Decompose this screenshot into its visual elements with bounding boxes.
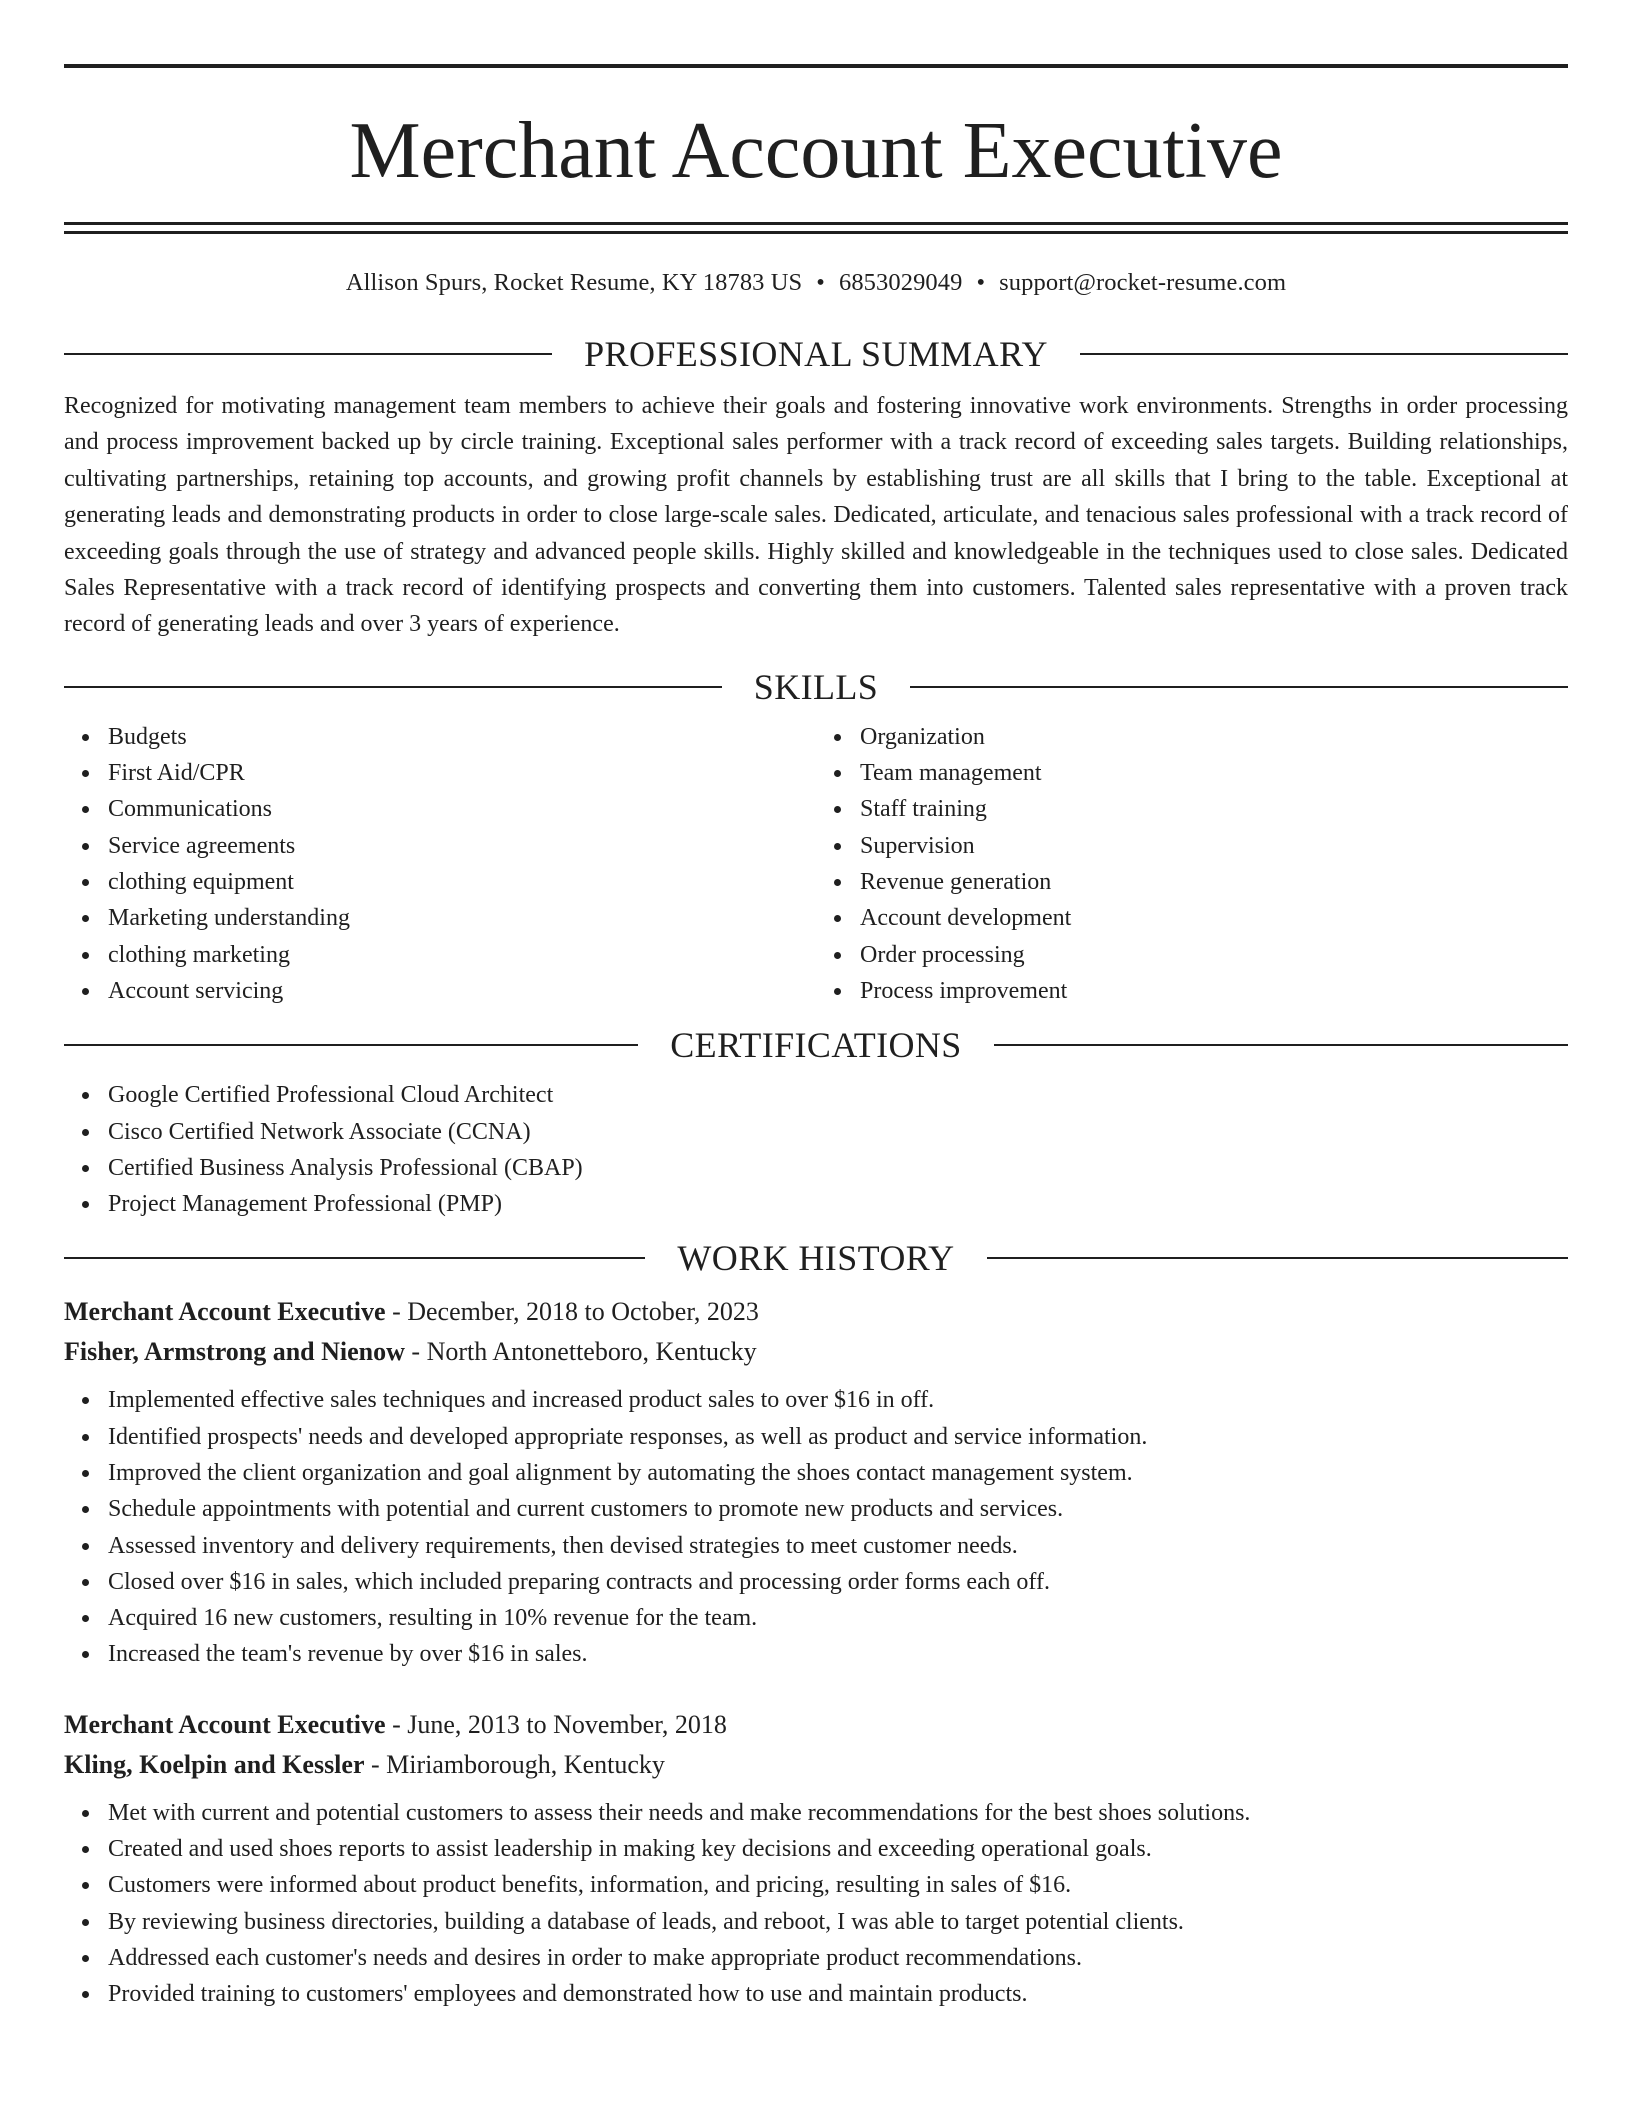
job-location: - Miriamborough, Kentucky — [364, 1749, 665, 1779]
job-bullet: Customers were informed about product benefits, information, and pricing, resulting in sales of $16. — [108, 1867, 1568, 1903]
job-role: Merchant Account Executive — [64, 1709, 386, 1739]
skill-item: Organization — [860, 719, 1568, 755]
skill-item: Supervision — [860, 828, 1568, 864]
job-bullet: Created and used shoes reports to assist leadership in making key decisions and exceeding operational goals. — [108, 1831, 1568, 1867]
top-rule — [64, 64, 1568, 68]
section-heading-summary — [64, 334, 1568, 374]
job-role-line — [64, 1705, 1568, 1745]
contact-line — [64, 268, 1568, 298]
job-role: Merchant Account Executive — [64, 1297, 386, 1327]
section-title: PROFESSIONAL SUMMARY — [584, 334, 1048, 374]
certification-item: Cisco Certified Network Associate (CCNA) — [108, 1114, 1568, 1150]
job-bullet: By reviewing business directories, building a database of leads, and reboot, I was able to target potential clients. — [108, 1904, 1568, 1940]
job-bullet: Increased the team's revenue by over $16 in sales. — [108, 1636, 1568, 1672]
skill-item: Service agreements — [108, 828, 816, 864]
contact-separator: • — [976, 269, 986, 296]
skill-item: Account servicing — [108, 973, 816, 1009]
job-company: Fisher, Armstrong and Nienow — [64, 1337, 405, 1367]
skill-item: Staff training — [860, 791, 1568, 827]
skills-column-left — [64, 719, 816, 1009]
skill-item: Marketing understanding — [108, 900, 816, 936]
contact-separator: • — [816, 269, 825, 296]
job-bullet: Met with current and potential customers to assess their needs and make recommendations for the best shoes solutions. — [108, 1795, 1568, 1831]
heading-rule — [64, 686, 722, 688]
job-bullet: Schedule appointments with potential and current customers to promote new products and services. — [108, 1491, 1568, 1527]
section-heading-work-history — [64, 1238, 1568, 1278]
certification-item: Certified Business Analysis Professional (CBAP) — [108, 1150, 1568, 1186]
heading-rule — [994, 1044, 1568, 1046]
job-entry — [64, 1705, 1568, 2013]
job-company: Kling, Koelpin and Kessler — [64, 1749, 365, 1779]
heading-rule — [987, 1257, 1568, 1259]
job-bullet: Provided training to customers' employees and demonstrated how to use and maintain products. — [108, 1976, 1568, 2012]
certification-item: Project Management Professional (PMP) — [108, 1186, 1568, 1222]
skill-item: Order processing — [860, 937, 1568, 973]
section-title: CERTIFICATIONS — [670, 1025, 962, 1066]
heading-rule — [64, 1044, 638, 1046]
certification-item: Google Certified Professional Cloud Architect — [108, 1077, 1568, 1113]
skill-item: Revenue generation — [860, 864, 1568, 900]
job-location: - North Antonetteboro, Kentucky — [404, 1337, 757, 1367]
job-role-line — [64, 1292, 1568, 1332]
skill-item: clothing equipment — [108, 864, 816, 900]
skills-column-right — [816, 719, 1568, 1009]
job-entry — [64, 1292, 1568, 1672]
resume-content — [64, 64, 1568, 2013]
skill-item: Budgets — [108, 719, 816, 755]
job-bullet: Implemented effective sales techniques and increased product sales to over $16 in off. — [108, 1382, 1568, 1418]
job-company-line — [64, 1745, 1568, 1785]
skill-item: Process improvement — [860, 973, 1568, 1009]
contact-phone: 6853029049 — [838, 269, 963, 296]
title-double-rule — [64, 222, 1568, 234]
heading-rule — [64, 1257, 645, 1259]
skill-item: Account development — [860, 900, 1568, 936]
section-title: WORK HISTORY — [677, 1238, 955, 1279]
skills-list — [64, 719, 1568, 1009]
contact-address: Allison Spurs, Rocket Resume, KY 18783 US — [345, 269, 803, 296]
summary-text: Recognized for motivating management team members to achieve their goals and fostering innovative work environments. Strengths in order processing and process improvement backed up by circle training. Exceptional sales performer with a track record of exceeding sales targets. Building relationships, cultivating partnerships, retaining top accounts, and growing profit channels by establishing trust are all skills that I bring to the table. Exceptional at generating leads and demonstrating products in order to close large-scale sales. Dedicated, articulate, and tenacious sales professional with a track record of exceeding goals through the use of strategy and advanced people skills. Highly skilled and knowledgeable in the techniques used to close sales. Dedicated Sales Representative with a track record of identifying prospects and converting them into customers. Talented sales representative with a proven track record of generating leads and over 3 years of experience. — [64, 393, 1568, 638]
skill-item: clothing marketing — [108, 937, 816, 973]
job-bullet: Addressed each customer's needs and desires in order to make appropriate product recommendations. — [108, 1940, 1568, 1976]
section-title: SKILLS — [753, 666, 879, 707]
heading-rule — [1080, 353, 1568, 355]
heading-rule — [64, 353, 552, 355]
contact-email: support@rocket-resume.com — [999, 269, 1287, 296]
skill-item: Communications — [108, 791, 816, 827]
job-bullets — [64, 1795, 1568, 2013]
section-heading-certifications — [64, 1025, 1568, 1065]
heading-rule — [910, 686, 1568, 688]
job-dates: - June, 2013 to November, 2018 — [385, 1709, 727, 1739]
skill-item: Team management — [860, 755, 1568, 791]
job-bullet: Assessed inventory and delivery requirements, then devised strategies to meet customer needs. — [108, 1528, 1568, 1564]
resume-title: Merchant Account Executive — [349, 107, 1283, 195]
job-bullet: Identified prospects' needs and developed appropriate responses, as well as product and service information. — [108, 1419, 1568, 1455]
job-bullet: Closed over $16 in sales, which included preparing contracts and processing order forms each off. — [108, 1564, 1568, 1600]
certifications-list — [64, 1077, 1568, 1222]
job-company-line — [64, 1332, 1568, 1372]
section-heading-skills — [64, 667, 1568, 707]
job-bullet: Improved the client organization and goal alignment by automating the shoes contact management system. — [108, 1455, 1568, 1491]
job-dates: - December, 2018 to October, 2023 — [385, 1297, 759, 1327]
skill-item: First Aid/CPR — [108, 755, 816, 791]
job-bullets — [64, 1382, 1568, 1672]
job-bullet: Acquired 16 new customers, resulting in 10% revenue for the team. — [108, 1600, 1568, 1636]
